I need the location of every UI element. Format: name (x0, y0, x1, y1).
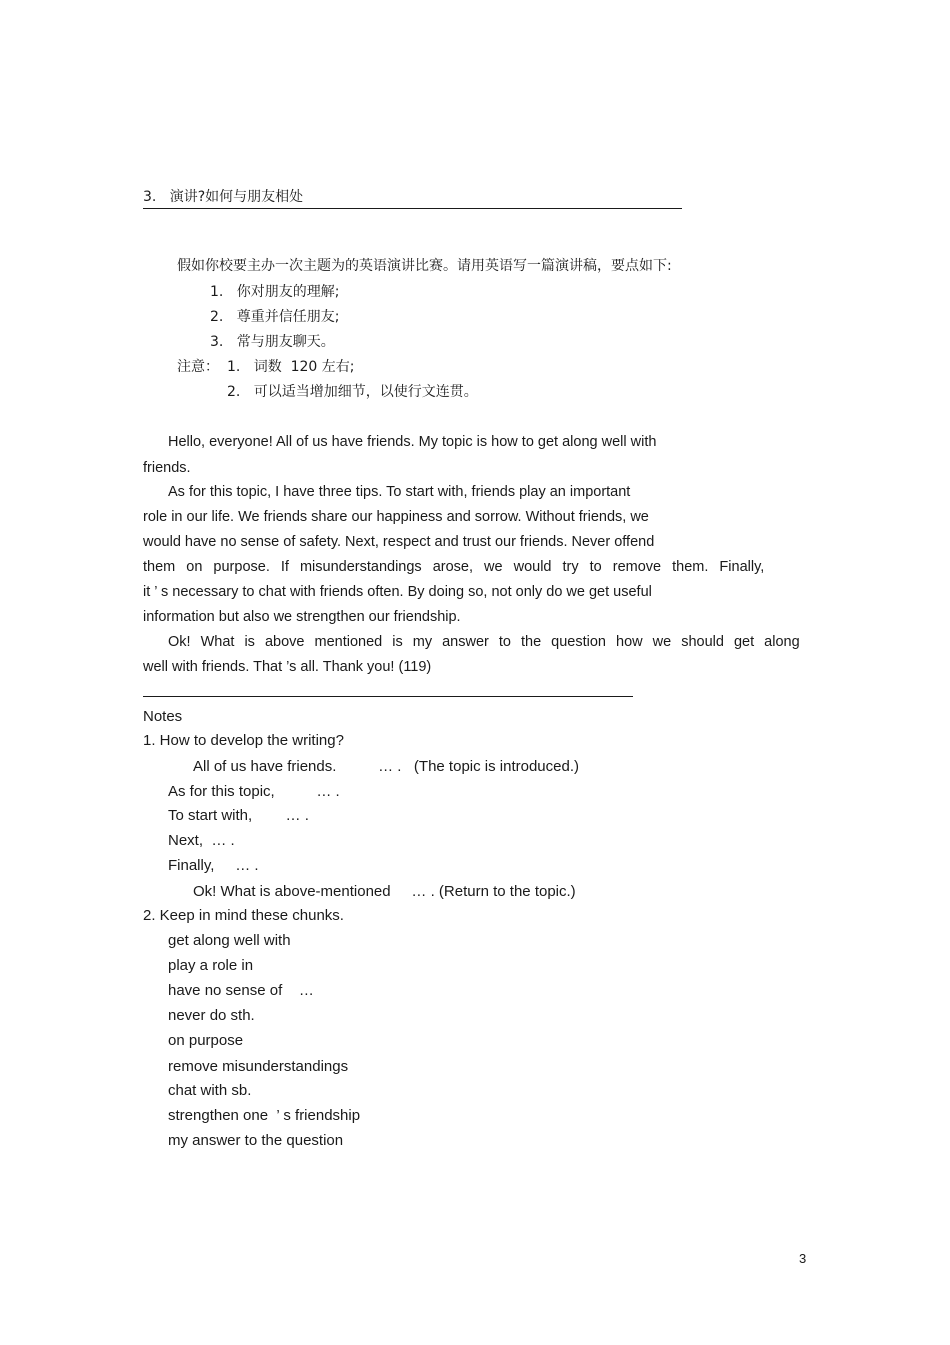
essay-line: Ok! What is above mentioned is my answer to the question how we should get along (168, 634, 800, 650)
note-label: 注意： (177, 359, 219, 375)
essay-line: As for this topic, I have three tips. To start with, friends play an important (168, 484, 631, 500)
notes-question: 1. How to develop the writing? (143, 732, 344, 749)
outline-item: As for this topic, … . (168, 783, 340, 800)
chunk-item: my answer to the question (168, 1132, 344, 1149)
outline-item: Ok! What is above-mentioned … . (Return to the topic.) (193, 883, 576, 900)
task-point: 1. 你对朋友的理解; (210, 284, 340, 300)
outline-item: To start with, … . (168, 807, 309, 824)
outline-item: Finally, … . (168, 857, 259, 874)
chunk-item: get along well with (168, 932, 291, 949)
section-divider (143, 696, 633, 697)
chunk-item: chat with sb. (168, 1082, 252, 1099)
notes-question: 2. Keep in mind these chunks. (143, 907, 344, 924)
chunk-item: on purpose (168, 1032, 244, 1049)
chunk-item: strengthen one ’ s friendship (168, 1107, 361, 1124)
outline-item: All of us have friends. … . (The topic is introduced.) (193, 758, 579, 775)
task-note: 1. 词数 120 左右; (227, 359, 355, 375)
task-note: 2. 可以适当增加细节，以使行文连贯。 (227, 384, 478, 400)
essay-line: would have no sense of safety. Next, respect and trust our friends. Never offend (143, 534, 655, 550)
chunk-item: play a role in (168, 957, 254, 974)
chunk-item: have no sense of … (168, 982, 314, 999)
notes-heading: Notes (143, 708, 183, 725)
chunk-item: never do sth. (168, 1007, 255, 1024)
task-point: 2. 尊重并信任朋友; (210, 309, 340, 325)
essay-line: Hello, everyone! All of us have friends. My topic is how to get along well with (168, 434, 657, 450)
essay-line: role in our life. We friends share our happiness and sorrow. Without friends, we (143, 509, 649, 525)
task-point: 3. 常与朋友聊天。 (210, 334, 335, 350)
outline-item: Next, … . (168, 832, 235, 849)
essay-line: them on purpose. If misunderstandings arose, we would try to remove them. Finally, (143, 559, 765, 575)
task-intro: 假如你校要主办一次主题为的英语演讲比赛。请用英语写一篇演讲稿，要点如下: (177, 258, 672, 274)
essay-line: information but also we strengthen our friendship. (143, 609, 461, 625)
section-title: 3. 演讲?如何与朋友相处 (143, 189, 304, 205)
essay-line: well with friends. That ’s all. Thank you! (119) (143, 659, 432, 675)
title-underline (143, 208, 682, 209)
page-number: 3 (799, 1251, 807, 1266)
essay-line: it ’ s necessary to chat with friends often. By doing so, not only do we get useful (143, 584, 652, 600)
essay-line: friends. (143, 460, 191, 476)
chunk-item: remove misunderstandings (168, 1058, 349, 1075)
